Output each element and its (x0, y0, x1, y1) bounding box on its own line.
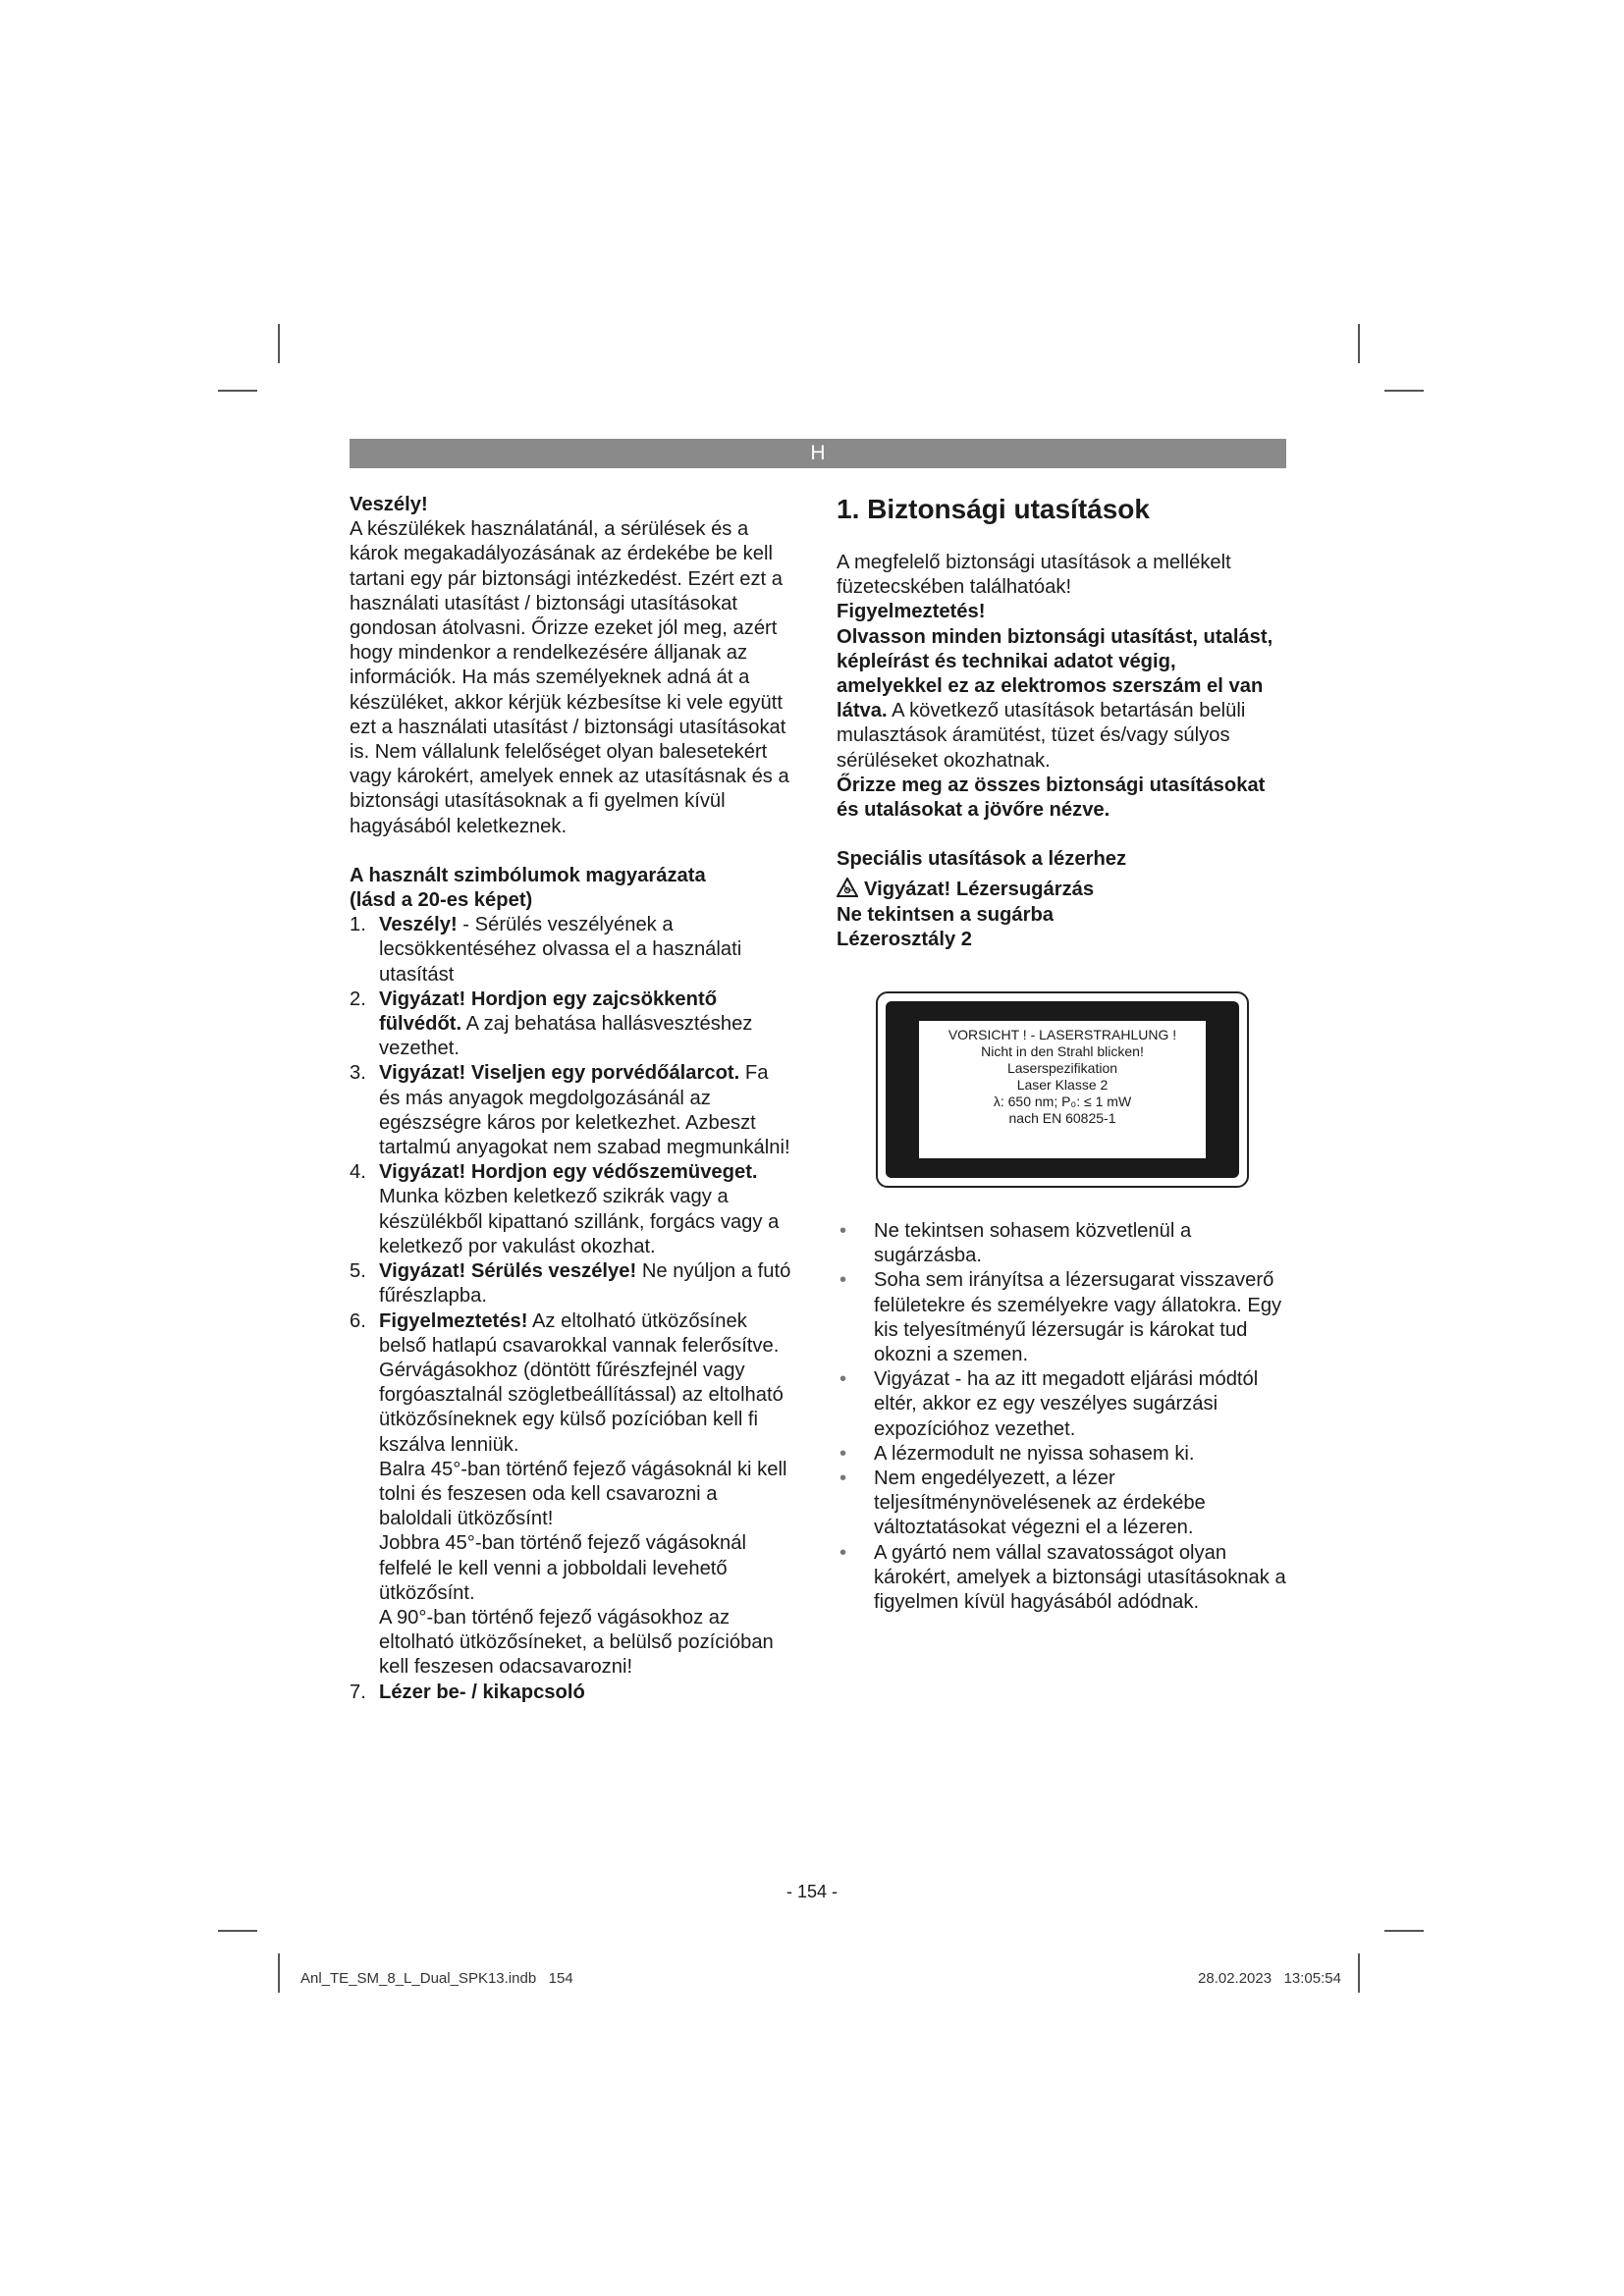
laser-warning: Vigyázat! Lézersugárzás (837, 878, 1286, 902)
list-item: 3. Vigyázat! Viseljen egy porvédőálarcot. Fa és más anyagok megdolgozásánál az egészségre káros por keletkezhet. Azbeszt tartalmú anyagokat nem szabad megmunkálni! (350, 1062, 790, 1159)
page-number: - 154 - (785, 1882, 839, 1901)
list-item: 2. Vigyázat! Hordjon egy zajcsökkentő fülvédőt. A zaj behatása hallásvesztéshez vezethet. (350, 988, 753, 1060)
left-column (350, 493, 793, 1705)
laser-heading: Speciális utasítások a lézerhez (837, 848, 1127, 871)
section-title: 1. Biztonsági utasítások (837, 494, 1150, 524)
crop-mark (218, 1930, 257, 1932)
crop-mark (1358, 1953, 1360, 1993)
keep-instructions: Őrizze meg az összes biztonsági utasításokat és utalásokat a jövőre nézve. (837, 774, 1266, 822)
list-item: • Nem engedélyezett, a lézer teljesítménynövelésenek az érdekébe változtatásokat végezni el a lézeren. (839, 1468, 1206, 1539)
list-item: • Vigyázat - ha az itt megadott eljárási módtól eltér, akkor ez egy veszélyes sugárzási expozícióhoz vezethet. (839, 1368, 1259, 1440)
warning-paragraph: Olvasson minden biztonsági utasítást, utalást, képleírást és technikai adatot végig, amelyekkel ez az elektromos szerszám el van látva. A következő utasítások betartásán belüli mulasztások áramütést, tüzet és/vagy súlyos sérüléseket okozhatnak. (837, 625, 1273, 772)
crop-mark (278, 324, 280, 363)
item6-extra-left: Balra 45°-ban történő fejező vágásoknál ki kell tolni és feszesen oda kell csavarozni a baloldali ütközősínt! (379, 1458, 787, 1530)
laser-no-look: Ne tekintsen a sugárba (837, 903, 1055, 926)
warning-label: Figyelmeztetés! (837, 601, 986, 623)
right-column (837, 493, 1286, 1615)
intro-paragraph: A megfelelő biztonsági utasítások a mellékelt füzetecskében találhatóak! (837, 552, 1231, 599)
crop-mark (1384, 390, 1424, 392)
crop-mark (278, 1953, 280, 1993)
danger-heading: Veszély! (350, 494, 428, 515)
language-code: H (810, 442, 826, 464)
laser-warning-label (876, 991, 1249, 1188)
crop-mark (218, 390, 257, 392)
language-header-bar (350, 439, 1286, 468)
laser-class: Lézerosztály 2 (837, 928, 973, 950)
list-item: • A lézermodult ne nyissa sohasem ki. (839, 1442, 1195, 1465)
label-line: nach EN 60825-1 (1008, 1110, 1116, 1127)
symbols-subheading: (lásd a 20-es képet) (350, 889, 533, 912)
list-item: 1. Veszély! - Sérülés veszélyének a lecsökkentéséhez olvassa el a használati utasítást (350, 914, 742, 986)
danger-paragraph: A készülékek használatánál, a sérülések és a károk megakadályozásának az érdekébe be kell tartani egy pár biztonsági intézkedést. Ezért ezt a használati utasítást / biztonsági utasításokat gondosan átolvasni. Őrizze ezeket jól meg, azért hogy mindenkor a rendelkezésére álljanak az információk. Ha más személyeknek adná át a készüléket, akkor kérjük kézbesítse ki vele együtt ezt a használati utasítást / biztonsági utasításokat is. Nem vállalunk felelőséget olyan balesetekért vagy károkért, amelyek ennek az utasításnak és a biztonsági utasításoknak a fi gyelmen kívül hagyásából keletkeznek. (350, 518, 789, 837)
label-line: VORSICHT ! - LASERSTRAHLUNG ! (947, 1027, 1177, 1043)
laser-warning-icon (837, 878, 858, 897)
item6-extra-right: Jobbra 45°-ban történő fejező vágásoknál felfelé le kell venni a jobboldali levehető ütközősínt. (379, 1532, 746, 1604)
item6-extra-90: A 90°-ban történő fejező vágásokhoz az eltolható ütközősíneket, a belülső pozícióban kell feszesen odacsavarozni! (379, 1606, 774, 1679)
list-item: 4. Vigyázat! Hordjon egy védőszemüveget. Munka közben keletkező szikrák vagy a készülékből kipattanó szillánk, forgács vagy a keletkező por vakulást okozhat. (350, 1161, 780, 1257)
list-item: 7. Lézer be- / kikapcsoló (350, 1681, 585, 1703)
list-item: • Ne tekintsen sohasem közvetlenül a sugárzásba. (839, 1220, 1192, 1267)
label-line: λ: 650 nm; P₀: ≤ 1 mW (993, 1094, 1132, 1110)
label-line: Laser Klasse 2 (1016, 1077, 1109, 1094)
crop-mark (1358, 324, 1360, 363)
laser-bullet-list (837, 1219, 1286, 1615)
list-item: • A gyártó nem vállal szavatosságot olyan károkért, amelyek a biztonsági utasításoknak a figyelmen kívül hagyásából adódnak. (839, 1541, 1286, 1614)
list-item: 6. Figyelmeztetés! Az eltolható ütközősínek belső hatlapú csavarokkal vannak felerősítve. Gérvágásokhoz (döntött fűrészfejnél vagy forgóasztalnál szögletbeállítással) az eltolható ütközősíneknek egy külső pozícióban kell fi kszálva lenniük. Balra 45°-ban történő fejező vágásoknál ki kell tolni és feszesen oda kell csavarozni a baloldali ütközősínt! Jobbra 45°-ban történő fejező vágásoknál felfelé le kell venni a jobboldali levehető ütközősínt. A 90°-ban történő fejező vágásokhoz az eltolható ütközősíneket, a belülső pozícióban kell feszesen odacsavarozni! (350, 1309, 793, 1681)
list-item: • Soha sem irányítsa a lézersugarat visszaverő felületekre és személyekre vagy állatokra. Egy kis telyesítményű lézersugár is károkat tud okozni a szemen. (839, 1269, 1282, 1366)
footer-timestamp: 28.02.2023 13:05:54 (1198, 1970, 1341, 1987)
symbols-heading: A használt szimbólumok magyarázata (350, 864, 706, 886)
list-item: 5. Vigyázat! Sérülés veszélye! Ne nyúljon a futó fűrészlapba. (350, 1260, 791, 1308)
label-line: Laserspezifikation (1006, 1060, 1118, 1077)
crop-mark (1384, 1930, 1424, 1932)
label-line: Nicht in den Strahl blicken! (981, 1043, 1144, 1060)
symbol-list (350, 913, 793, 1705)
footer-filename: Anl_TE_SM_8_L_Dual_SPK13.indb 154 (300, 1970, 573, 1987)
